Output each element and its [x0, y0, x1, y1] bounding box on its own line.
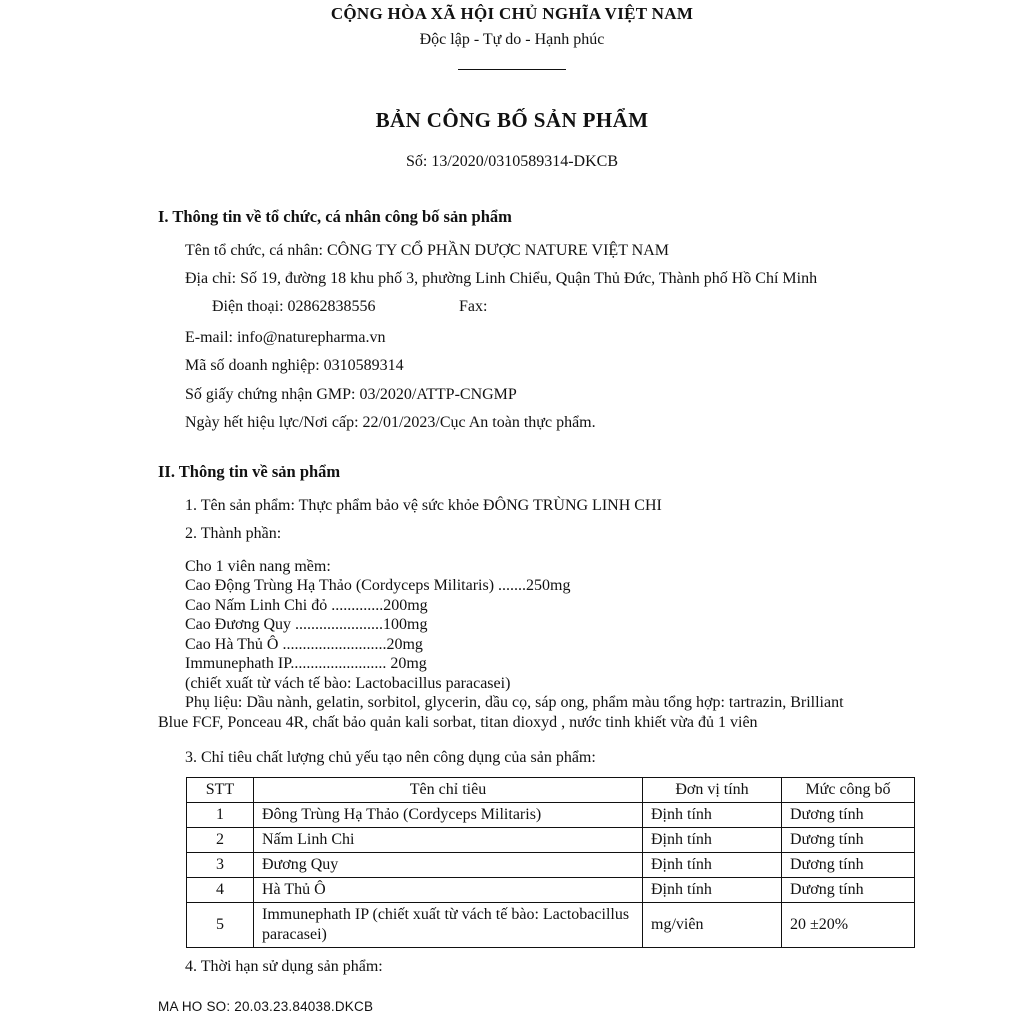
- shelf-life-heading: 4. Thời hạn sử dụng sản phẩm:: [185, 958, 383, 976]
- cell-unit: Định tính: [643, 803, 782, 828]
- cell-name: Nấm Linh Chi: [254, 828, 643, 853]
- cell-name: Đông Trùng Hạ Thảo (Cordyceps Militaris): [254, 803, 643, 828]
- ingredient-item: (chiết xuất từ vách tế bào: Lactobacillus paracasei): [185, 674, 511, 692]
- section-2-heading: II. Thông tin về sản phẩm: [158, 461, 341, 481]
- table-row: [187, 878, 915, 903]
- section-1-heading: I. Thông tin về tổ chức, cá nhân công bố sản phẩm: [158, 207, 512, 226]
- table-header-level: Mức công bố: [782, 778, 915, 803]
- header-divider: [458, 69, 566, 70]
- document-number: Số: 13/2020/0310589314-DKCB: [405, 153, 618, 170]
- expiry-line: Ngày hết hiệu lực/Nơi cấp: 22/01/2023/Cục An toàn thực phẩm.: [185, 414, 596, 432]
- cell-level: Dương tính: [782, 853, 915, 878]
- ingredient-item: Cao Đương Quy ......................100mg: [185, 616, 428, 634]
- cell-unit: Định tính: [643, 828, 782, 853]
- product-name-line: 1. Tên sản phẩm: Thực phẩm bảo vệ sức khỏe ĐÔNG TRÙNG LINH CHI: [185, 496, 662, 514]
- cell-unit: Định tính: [643, 878, 782, 903]
- cell-name: Hà Thủ Ô: [254, 878, 643, 903]
- email-line: E-mail: info@naturepharma.vn: [185, 328, 386, 346]
- ingredient-item: Cao Nấm Linh Chi đỏ .............200mg: [185, 596, 428, 614]
- document-title: BẢN CÔNG BỐ SẢN PHẨM: [375, 108, 649, 132]
- business-id-line: Mã số doanh nghiệp: 0310589314: [185, 357, 404, 375]
- table-row: [187, 853, 915, 878]
- cell-stt: 4: [187, 878, 254, 903]
- cell-name: Immunephath IP (chiết xuất từ vách tế bào: Lactobacillus paracasei): [254, 903, 643, 948]
- national-motto: Độc lập - Tự do - Hạnh phúc: [419, 31, 605, 48]
- file-code: MA HO SO: 20.03.23.84038.DKCB: [158, 999, 374, 1014]
- fax-value: Fax:: [459, 297, 488, 315]
- cell-stt: 3: [187, 853, 254, 878]
- cell-level: 20 ±20%: [782, 903, 915, 948]
- table-row: [187, 803, 915, 828]
- ingredients-intro: Cho 1 viên nang mềm:: [185, 557, 331, 575]
- cell-stt: 2: [187, 828, 254, 853]
- address-line: Địa chỉ: Số 19, đường 18 khu phố 3, phường Linh Chiểu, Quận Thủ Đức, Thành phố Hồ Chí Minh: [185, 270, 818, 288]
- table-header-row: [187, 778, 915, 803]
- table-header-name: Tên chỉ tiêu: [254, 778, 643, 803]
- quality-heading: 3. Chỉ tiêu chất lượng chủ yếu tạo nên công dụng của sản phẩm:: [185, 749, 596, 767]
- cell-stt: 1: [187, 803, 254, 828]
- cell-level: Dương tính: [782, 828, 915, 853]
- cell-level: Dương tính: [782, 803, 915, 828]
- cell-stt: 5: [187, 903, 254, 948]
- ingredients-list: [158, 557, 876, 694]
- table-row: [187, 828, 915, 853]
- cell-level: Dương tính: [782, 878, 915, 903]
- quality-table: [186, 777, 915, 948]
- document-header: [0, 4, 1024, 70]
- gmp-cert-line: Số giấy chứng nhận GMP: 03/2020/ATTP-CNGMP: [185, 385, 517, 403]
- ingredients-heading: 2. Thành phần:: [185, 525, 282, 543]
- phone-value: Điện thoại: 02862838556: [212, 297, 376, 315]
- table-header-unit: Đơn vị tính: [643, 778, 782, 803]
- excipients-paragraph: Phụ liệu: Dầu nành, gelatin, sorbitol, glycerin, dầu cọ, sáp ong, phẩm màu tổng hợp: tartrazin, Brilliant Blue FCF, Ponceau 4R, chất bảo quản kali sorbat, titan dioxyd , nước tinh khiết vừa đủ 1 viên: [158, 694, 844, 732]
- document-body: [158, 207, 891, 976]
- table-row: [187, 903, 915, 948]
- ingredient-item: Cao Động Trùng Hạ Thảo (Cordyceps Militaris) .......250mg: [185, 577, 571, 595]
- phone-fax-line: [158, 298, 876, 316]
- cell-unit: mg/viên: [643, 903, 782, 948]
- org-name-line: Tên tổ chức, cá nhân: CÔNG TY CỔ PHẦN DƯỢC NATURE VIỆT NAM: [185, 242, 670, 259]
- cell-name: Đương Quy: [254, 853, 643, 878]
- table-header-stt: STT: [187, 778, 254, 803]
- cell-unit: Định tính: [643, 853, 782, 878]
- ingredient-item: Cao Hà Thủ Ô ..........................20mg: [185, 635, 423, 653]
- national-title: CỘNG HÒA XÃ HỘI CHỦ NGHĨA VIỆT NAM: [330, 4, 694, 23]
- ingredient-item: Immunephath IP........................ 20mg: [185, 655, 427, 673]
